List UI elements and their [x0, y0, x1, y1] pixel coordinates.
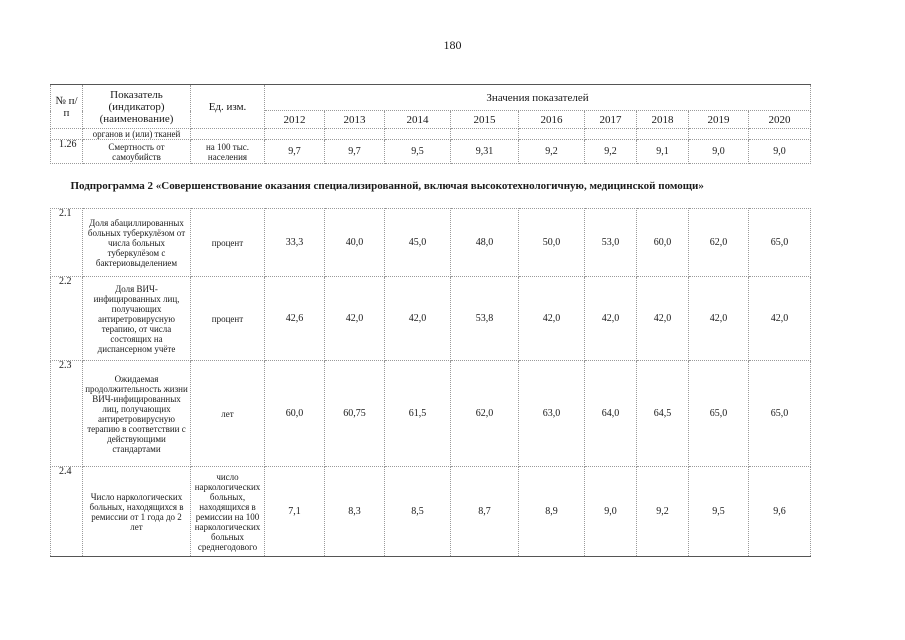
table-row	[51, 361, 811, 467]
row-value: 60,0	[265, 361, 325, 467]
header-values-title: Значения показателей	[265, 85, 811, 111]
subprogram-title: Подпрограмма 2 «Совершенствование оказания специализированной, включая высокотехнологичную, медицинской помощи»	[70, 180, 704, 192]
row-value: 8,5	[385, 467, 451, 557]
row-value: 7,1	[265, 467, 325, 557]
row-value: 60,75	[325, 361, 385, 467]
row-value: 8,9	[519, 467, 585, 557]
header-year: 2018	[637, 111, 689, 129]
row-unit: на 100 тыс. населения	[191, 140, 265, 164]
indicators-table	[50, 84, 811, 557]
row-value: 9,1	[637, 140, 689, 164]
header-year: 2015	[451, 111, 519, 129]
row-value: 61,5	[385, 361, 451, 467]
row-value: 62,0	[451, 361, 519, 467]
row-value: 63,0	[519, 361, 585, 467]
header-year: 2014	[385, 111, 451, 129]
header-year: 2019	[689, 111, 749, 129]
carry-over-text: органов и (или) тканей	[83, 129, 191, 140]
row-value: 42,0	[637, 277, 689, 361]
row-unit: лет	[191, 361, 265, 467]
row-value: 8,7	[451, 467, 519, 557]
header-year: 2012	[265, 111, 325, 129]
row-value: 42,0	[325, 277, 385, 361]
row-value: 62,0	[689, 209, 749, 277]
row-value: 48,0	[451, 209, 519, 277]
row-value: 9,0	[585, 467, 637, 557]
row-number: 1.26	[51, 140, 83, 164]
row-value: 65,0	[749, 209, 811, 277]
row-value: 9,0	[689, 140, 749, 164]
row-value: 9,2	[585, 140, 637, 164]
row-value: 9,31	[451, 140, 519, 164]
page-number: 180	[443, 38, 462, 52]
row-unit: процент	[191, 209, 265, 277]
header-year: 2013	[325, 111, 385, 129]
row-unit: число наркологических больных, находящихся в ремиссии на 100 наркологических больных среднегодового	[191, 467, 265, 557]
header-col-indicator: Показатель (индикатор) (наименование)	[83, 85, 191, 129]
row-indicator: Ожидаемая продолжительность жизни ВИЧ-инфицированных лиц, получающих антиретровирусную терапию в соответствии с действующими стандартами	[83, 361, 191, 467]
row-value: 64,0	[585, 361, 637, 467]
table-row	[51, 277, 811, 361]
row-unit: процент	[191, 277, 265, 361]
row-value: 9,2	[637, 467, 689, 557]
row-value: 40,0	[325, 209, 385, 277]
row-value: 9,0	[749, 140, 811, 164]
table-row	[51, 209, 811, 277]
row-indicator: Доля абациллированных больных туберкулёзом от числа больных туберкулёзом с бактериовыделением	[83, 209, 191, 277]
row-value: 42,0	[689, 277, 749, 361]
row-indicator: Доля ВИЧ-инфицированных лиц, получающих антиретровирусную терапию, от числа состоящих на диспансерном учёте	[83, 277, 191, 361]
header-col-num: № п/п	[51, 85, 83, 129]
row-value: 42,0	[749, 277, 811, 361]
row-value: 53,8	[451, 277, 519, 361]
row-value: 42,0	[519, 277, 585, 361]
row-value: 42,0	[585, 277, 637, 361]
row-indicator: Число наркологических больных, находящихся в ремиссии от 1 года до 2 лет	[83, 467, 191, 557]
row-value: 9,5	[385, 140, 451, 164]
header-col-unit: Ед. изм.	[191, 85, 265, 129]
header-year: 2020	[749, 111, 811, 129]
row-number: 2.3	[51, 361, 83, 467]
row-value: 8,3	[325, 467, 385, 557]
header-year: 2016	[519, 111, 585, 129]
row-value: 9,7	[265, 140, 325, 164]
row-value: 64,5	[637, 361, 689, 467]
row-value: 65,0	[689, 361, 749, 467]
row-value: 60,0	[637, 209, 689, 277]
row-value: 9,7	[325, 140, 385, 164]
row-value: 9,5	[689, 467, 749, 557]
row-indicator: Смертность от самоубийств	[83, 140, 191, 164]
row-value: 9,2	[519, 140, 585, 164]
row-value: 42,0	[385, 277, 451, 361]
row-number: 2.1	[51, 209, 83, 277]
header-year: 2017	[585, 111, 637, 129]
row-value: 45,0	[385, 209, 451, 277]
row-number: 2.2	[51, 277, 83, 361]
table-row	[51, 140, 811, 164]
table-row	[51, 467, 811, 557]
row-value: 53,0	[585, 209, 637, 277]
row-number: 2.4	[51, 467, 83, 557]
row-value: 33,3	[265, 209, 325, 277]
row-value: 50,0	[519, 209, 585, 277]
row-value: 42,6	[265, 277, 325, 361]
row-value: 9,6	[749, 467, 811, 557]
row-value: 65,0	[749, 361, 811, 467]
